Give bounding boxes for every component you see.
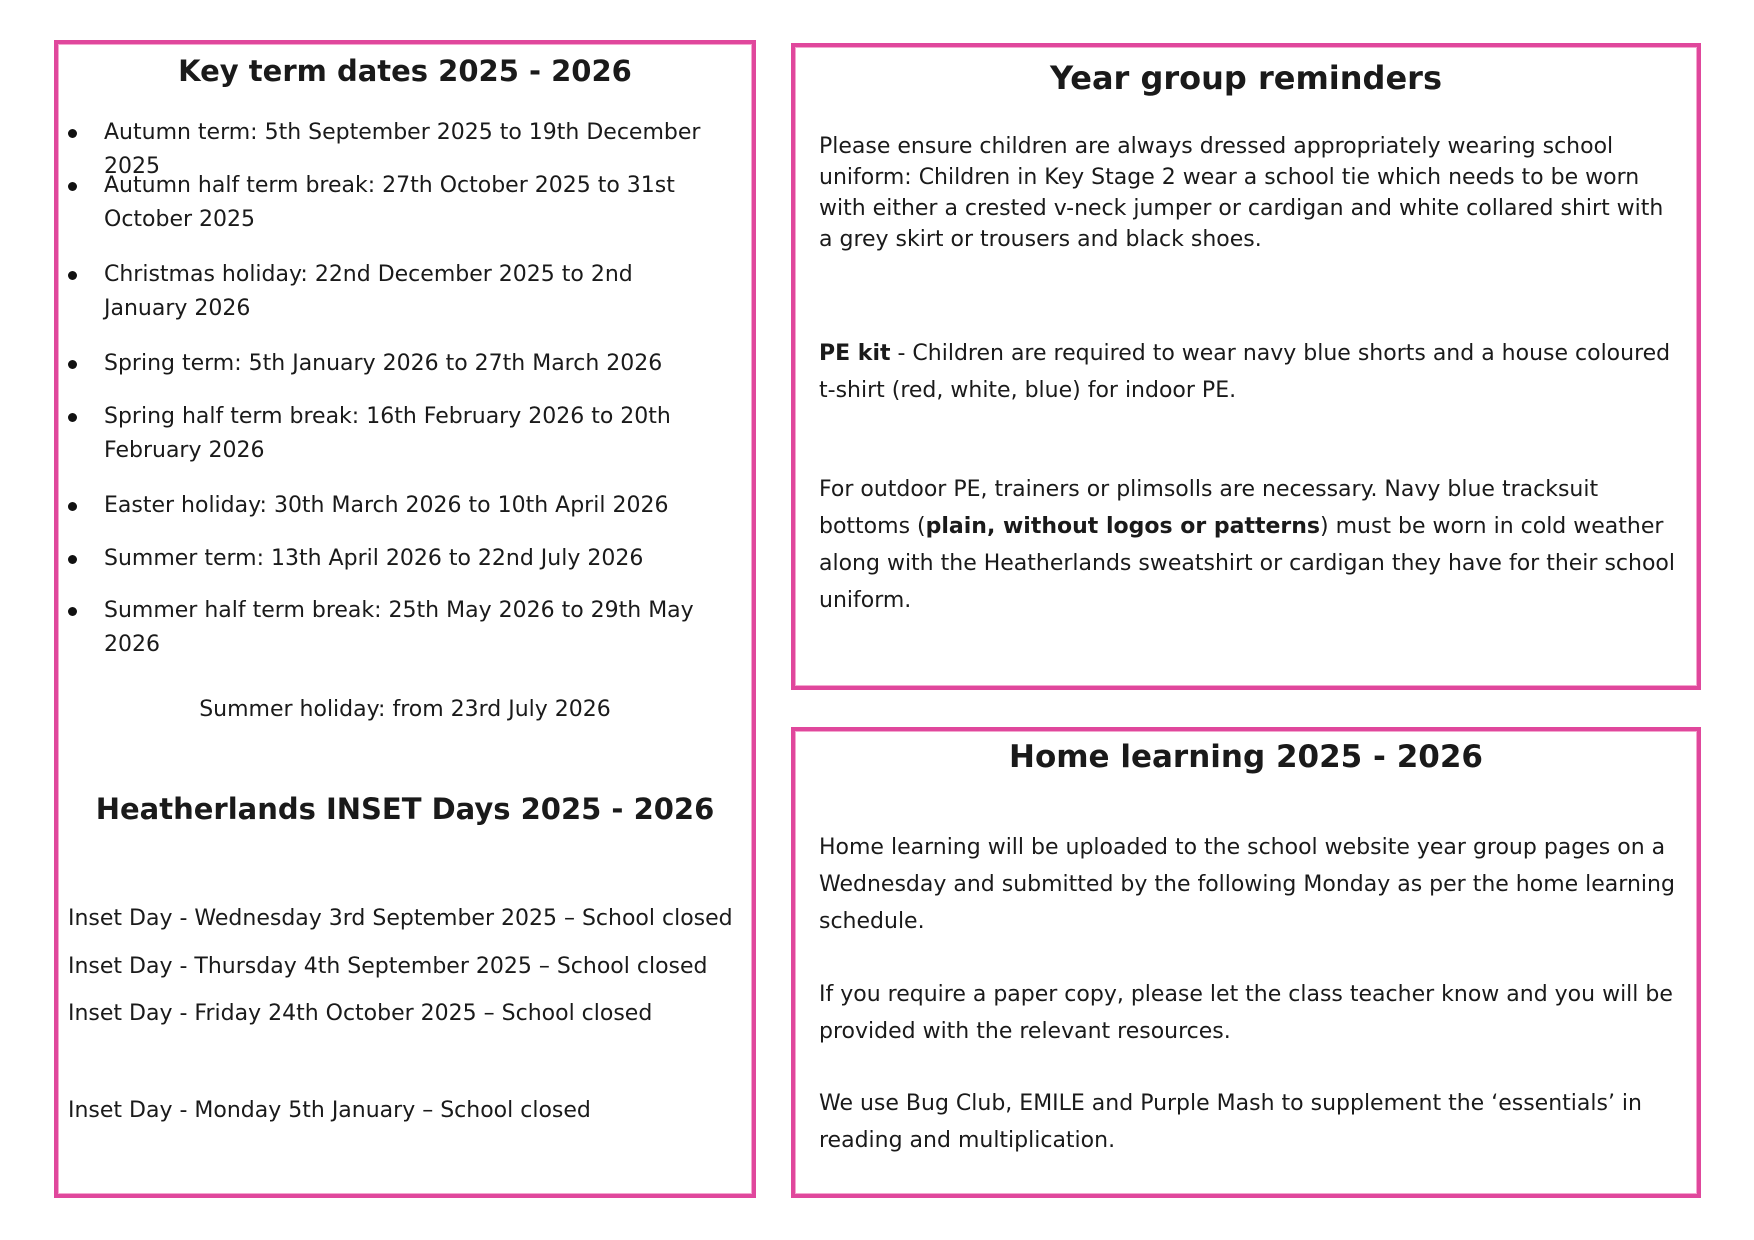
outdoor-pe-emphasis: plain, without logos or patterns xyxy=(925,514,1321,539)
term-date-text: Spring half term break: 16th February 2026 to 20th February 2026 xyxy=(104,404,671,463)
term-date-text: Spring term: 5th January 2026 to 27th March 2026 xyxy=(104,351,663,376)
paper-copy-paragraph: If you require a paper copy, please let the class teacher know and you will be provided with the relevant resources. xyxy=(819,982,1673,1044)
bullet-icon xyxy=(68,271,77,280)
key-term-dates-title: Key term dates 2025 - 2026 xyxy=(178,54,632,88)
bullet-icon xyxy=(68,607,77,616)
year-group-title: Year group reminders xyxy=(1050,59,1442,97)
outdoor-pe-text-end: ) must be worn in cold weather along with the Heatherlands sweatshirt or cardigan they have for their school uniform. xyxy=(819,514,1675,613)
bullet-icon xyxy=(68,129,77,138)
year-group-reminders-panel xyxy=(791,43,1701,690)
outdoor-pe-paragraph xyxy=(819,471,1679,619)
summer-holiday-text: Summer holiday: from 23rd July 2026 xyxy=(199,697,611,722)
term-date-text: Christmas holiday: 22nd December 2025 to 2nd January 2026 xyxy=(104,262,633,321)
pe-kit-paragraph xyxy=(819,335,1679,409)
pe-kit-label: PE kit xyxy=(819,341,891,366)
supplement-paragraph: We use Bug Club, EMILE and Purple Mash to supplement the ‘essentials’ in reading and multiplication. xyxy=(819,1091,1642,1153)
bullet-icon xyxy=(68,360,77,369)
bullet-icon xyxy=(68,502,77,511)
term-date-text: Autumn term: 5th September 2025 to 19th December 2025 xyxy=(104,120,701,179)
term-date-text: Easter holiday: 30th March 2026 to 10th April 2026 xyxy=(104,493,669,518)
inset-day-item: Inset Day - Monday 5th January – School closed xyxy=(68,1098,591,1123)
pe-kit-text: - Children are required to wear navy blue shorts and a house coloured t-shirt (red, white, blue) for indoor PE. xyxy=(819,341,1671,403)
inset-days-title: Heatherlands INSET Days 2025 - 2026 xyxy=(95,792,715,826)
bullet-icon xyxy=(68,182,77,191)
home-learning-paragraph: Home learning will be uploaded to the school website year group pages on a Wednesday and submitted by the following Monday as per the home learning schedule. xyxy=(819,835,1675,934)
term-date-text: Autumn half term break: 27th October 2025 to 31st October 2025 xyxy=(104,173,675,232)
inset-day-item: Inset Day - Thursday 4th September 2025 – School closed xyxy=(68,954,708,979)
uniform-paragraph: Please ensure children are always dressed appropriately wearing school uniform: Children in Key Stage 2 wear a school tie which needs to be worn with either a crested v-neck jumper or cardigan and white collared shirt with a grey skirt or trousers and black shoes. xyxy=(819,134,1664,252)
home-learning-panel xyxy=(791,727,1701,1198)
term-date-text: Summer half term break: 25th May 2026 to 29th May 2026 xyxy=(104,598,694,657)
inset-day-item: Inset Day - Wednesday 3rd September 2025 – School closed xyxy=(68,906,733,931)
bullet-icon xyxy=(68,555,77,564)
term-date-text: Summer term: 13th April 2026 to 22nd July 2026 xyxy=(104,546,644,571)
bullet-icon xyxy=(68,413,77,422)
key-term-dates-panel xyxy=(54,40,756,1198)
outdoor-pe-text: For outdoor PE, trainers or plimsolls are necessary. Navy blue tracksuit bottoms ( xyxy=(819,477,1599,539)
inset-day-item: Inset Day - Friday 24th October 2025 – School closed xyxy=(68,1001,653,1026)
home-learning-title: Home learning 2025 - 2026 xyxy=(1009,739,1483,775)
